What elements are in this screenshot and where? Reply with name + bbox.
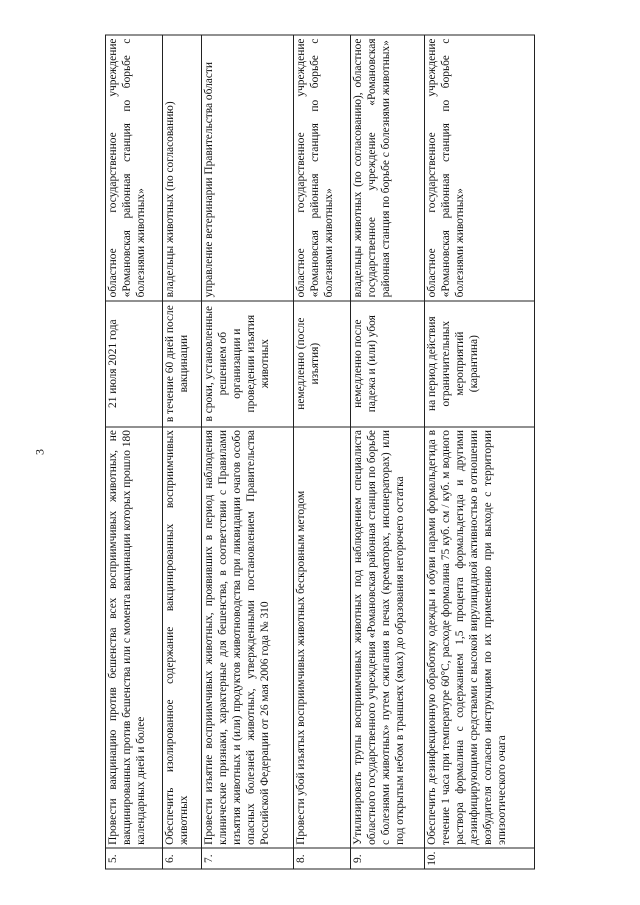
row-number: 10. bbox=[425, 848, 535, 869]
row-responsible: областное государственное учреждение «Романовская районная станция по борьбе с болезнями животных» bbox=[294, 35, 351, 301]
row-responsible: областное государственное учреждение «Романовская районная станция по борьбе с болезнями животных» bbox=[425, 35, 535, 301]
row-action: Обеспечить дезинфекционную обработку одежды и обуви парами формальдегида в течение 1 часа при температуре 60°С, расходе формалина 75 куб. см / куб. м водного раствора формалина с содержанием 1,5 процента формальдегида и другими дезинфицирующими средствами с высокой вирулицидной активностью в отношении возбудителя согласно инструкциям по их применению при выходе с территории эпизоотического очага bbox=[425, 427, 535, 849]
row-action: Провести изъятие восприимчивых животных, проявивших в период наблюдения клинические признаки, характерные для бешенства, в соответствии с Правилами изъятия животных и (или) продуктов животноводства при ликвидации очагов особо опасных болезней животных, утвержденными постановлением Правительства Российской Федерации от 26 мая 2006 года № 310 bbox=[201, 427, 293, 849]
row-responsible: областное государственное учреждение «Романовская районная станция по борьбе с болезнями животных» bbox=[106, 35, 163, 301]
row-term: 21 июля 2021 года bbox=[106, 301, 163, 427]
row-term: на период действия ограничительных мероприятий (карантина) bbox=[425, 301, 535, 427]
row-number: 8. bbox=[294, 848, 351, 869]
row-action: Утилизировать трупы восприимчивых животных под наблюдением специалиста областного государственного учреждения «Романовская районная станция по борьбе с болезнями животных» путем сжигания в печах (крематорах, инсинераторах) или под открытым небом в траншеях (ямах) до образования негорючего остатка bbox=[350, 427, 424, 849]
row-responsible: управление ветеринарии Правительства области bbox=[201, 35, 293, 301]
row-number: 6. bbox=[162, 848, 201, 869]
table-row bbox=[294, 35, 351, 869]
row-responsible: владельцы животных (по согласованию), областное государственное учреждение «Романовская районная станция по борьбе с болезнями животных» bbox=[350, 35, 424, 301]
row-term: в течение 60 дней после вакцинации bbox=[162, 301, 201, 427]
row-term: немедленно после падежа и (или) убоя bbox=[350, 301, 424, 427]
row-term: в сроки, установленные решением об организации и проведении изъятия животных bbox=[201, 301, 293, 427]
page-number: 3 bbox=[32, 449, 47, 455]
table-row bbox=[162, 35, 201, 869]
rotated-table-container bbox=[105, 35, 535, 870]
row-number: 9. bbox=[350, 848, 424, 869]
row-term: немедленно (после изъятия) bbox=[294, 301, 351, 427]
row-action: Обеспечить изолированное содержание вакцинированных восприимчивых животных bbox=[162, 427, 201, 849]
table-row bbox=[106, 35, 163, 869]
measures-table bbox=[105, 35, 535, 870]
row-action: Провести убой изъятых восприимчивых животных бескровным методом bbox=[294, 427, 351, 849]
table-row bbox=[350, 35, 424, 869]
table-row bbox=[201, 35, 293, 869]
row-number: 7. bbox=[201, 848, 293, 869]
row-number: 5. bbox=[106, 848, 163, 869]
row-responsible: владельцы животных (по согласованию) bbox=[162, 35, 201, 301]
table-row bbox=[425, 35, 535, 869]
row-action: Провести вакцинацию против бешенства всех восприимчивых животных, не вакцинированных против бешенства или с момента вакцинации которых прошло 180 календарных дней и более bbox=[106, 427, 163, 849]
